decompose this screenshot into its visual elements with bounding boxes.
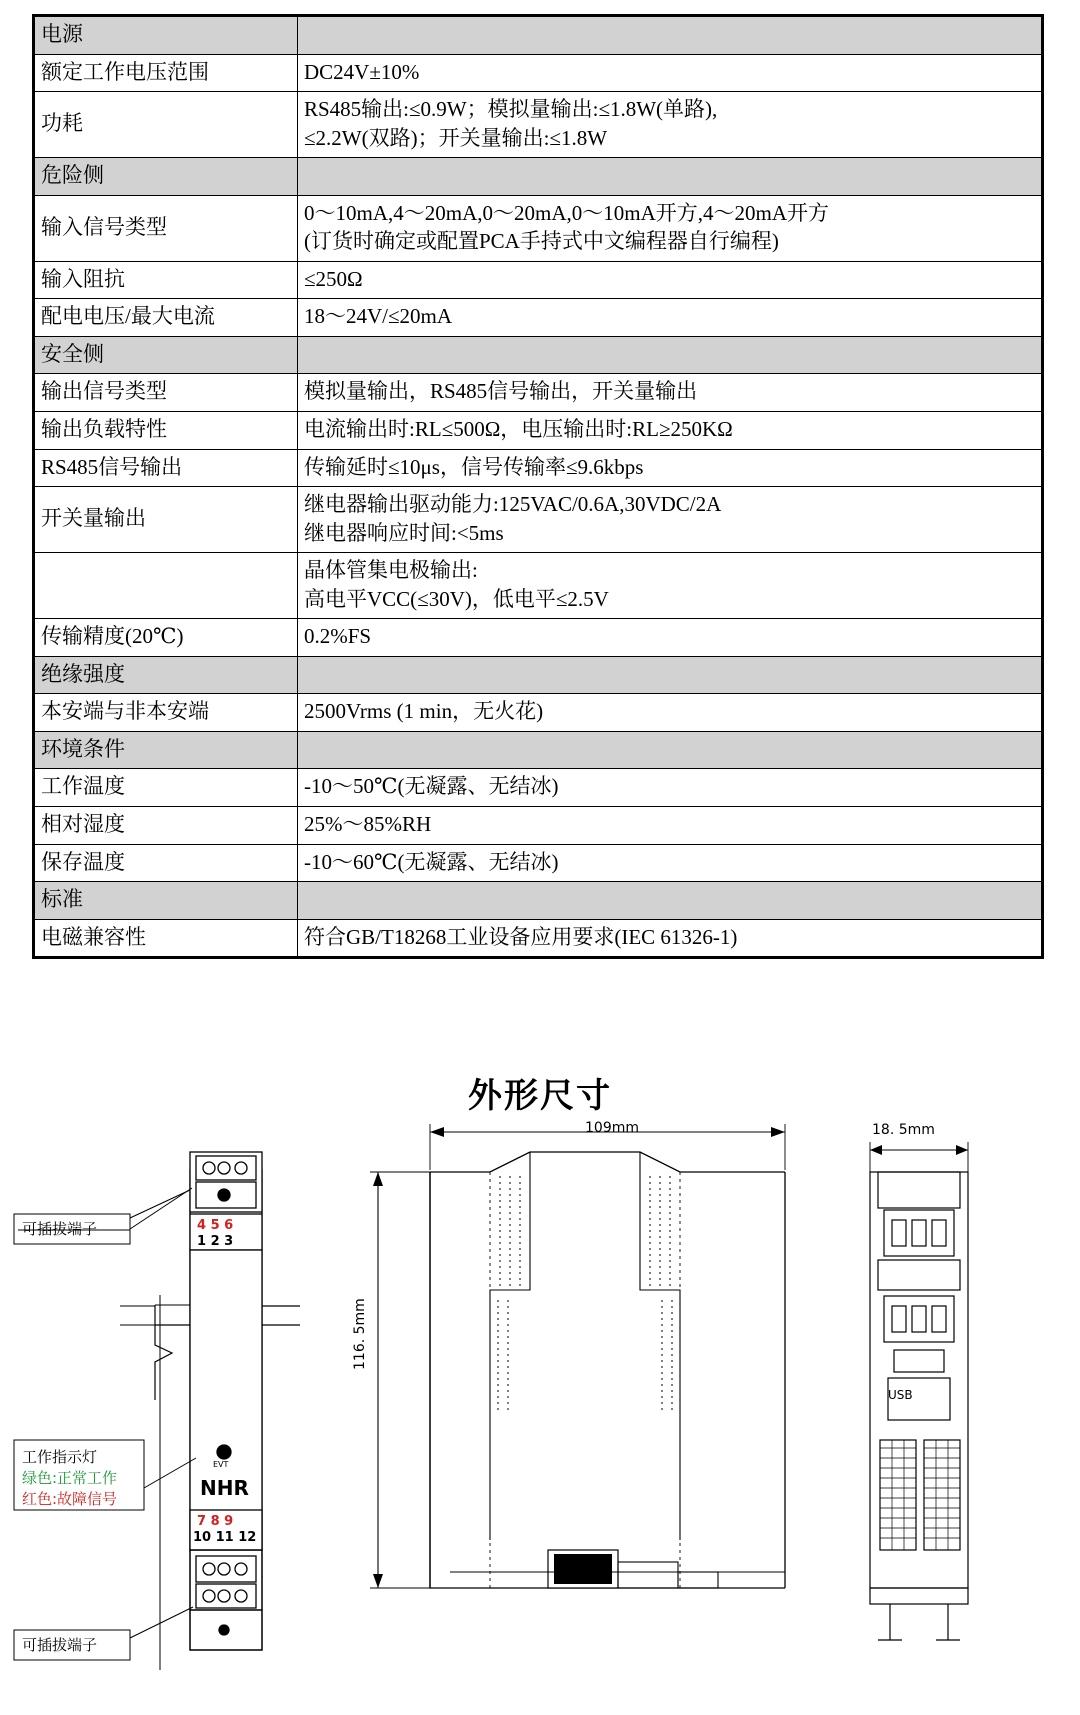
table-row: [35, 553, 1042, 619]
dimensions-title: 外形尺寸: [468, 1076, 612, 1116]
spec-value: [298, 731, 1042, 769]
spec-key: 危险侧: [35, 158, 298, 196]
led-green-label: 绿色:正常工作: [22, 1469, 118, 1487]
spec-value: [298, 656, 1042, 694]
table-section-row: [35, 656, 1042, 694]
terminal-numbers-bottom-red: 7 8 9: [197, 1514, 234, 1529]
spec-value: DC24V±10%: [298, 54, 1042, 92]
spec-key: 传输精度(20℃): [35, 619, 298, 657]
spec-value-line: ≤2.2W(双路)；开关量输出:≤1.8W: [304, 125, 608, 150]
specification-table-container: [32, 14, 1044, 959]
side-profile-view: [330, 1110, 830, 1710]
spec-key: 安全侧: [35, 336, 298, 374]
spec-key: 配电电压/最大电流: [35, 299, 298, 337]
spec-value: 18～24V/≤20mA: [298, 299, 1042, 337]
spec-key: 环境条件: [35, 731, 298, 769]
spec-value: [298, 487, 1042, 553]
depth-view: [850, 1110, 1030, 1710]
dimension-drawings: [0, 1110, 1080, 1710]
table-row: [35, 261, 1042, 299]
spec-value: [298, 553, 1042, 619]
spec-value-line: 高电平VCC(≤30V)，低电平≤2.5V: [304, 586, 609, 611]
table-section-row: [35, 336, 1042, 374]
spec-value: 电流输出时:RL≤500Ω，电压输出时:RL≥250KΩ: [298, 412, 1042, 450]
table-row: [35, 54, 1042, 92]
usb-label: USB: [888, 1388, 913, 1402]
spec-key: 输入阻抗: [35, 261, 298, 299]
spec-key: 输出信号类型: [35, 374, 298, 412]
spec-value: 2500Vrms (1 min，无火花): [298, 694, 1042, 732]
spec-value: 传输延时≤10μs，信号传输率≤9.6kbps: [298, 449, 1042, 487]
table-row: [35, 919, 1042, 957]
table-row: [35, 807, 1042, 845]
spec-key: 相对湿度: [35, 807, 298, 845]
spec-value-line: 0～10mA,4～20mA,0～20mA,0～10mA开方,4～20mA开方: [304, 200, 829, 225]
evt-label: EVT: [213, 1460, 229, 1469]
led-red-label: 红色:故障信号: [22, 1490, 118, 1508]
table-row: [35, 769, 1042, 807]
spec-key: 电源: [35, 17, 298, 55]
table-row: [35, 449, 1042, 487]
spec-value: [298, 158, 1042, 196]
spec-value: [298, 92, 1042, 158]
spec-value: 符合GB/T18268工业设备应用要求(IEC 61326-1): [298, 919, 1042, 957]
spec-value-line: RS485输出:≤0.9W；模拟量输出:≤1.8W(单路),: [304, 97, 718, 122]
spec-value-line: 晶体管集电极输出:: [304, 558, 478, 583]
spec-value: -10～60℃(无凝露、无结冰): [298, 844, 1042, 882]
width-dimension-label: 109mm: [585, 1120, 639, 1136]
table-row: [35, 694, 1042, 732]
table-section-row: [35, 731, 1042, 769]
spec-value: 模拟量输出，RS485信号输出，开关量输出: [298, 374, 1042, 412]
table-row: [35, 412, 1042, 450]
spec-value-line: 继电器输出驱动能力:125VAC/0.6A,30VDC/2A: [304, 492, 722, 517]
spec-value: [298, 882, 1042, 920]
spec-key: RS485信号输出: [35, 449, 298, 487]
table-row: [35, 299, 1042, 337]
table-row: [35, 92, 1042, 158]
terminal-numbers-top-red: 4 5 6: [197, 1218, 234, 1233]
led-label: 工作指示灯: [22, 1448, 98, 1466]
table-row: [35, 487, 1042, 553]
spec-value: 25%～85%RH: [298, 807, 1042, 845]
spec-key: 输入信号类型: [35, 195, 298, 261]
spec-key: [35, 553, 298, 619]
spec-value: [298, 17, 1042, 55]
spec-value: 0.2%FS: [298, 619, 1042, 657]
terminal-top-label: 可插拔端子: [22, 1220, 98, 1238]
terminal-numbers-top-black: 1 2 3: [197, 1234, 234, 1249]
spec-value: [298, 336, 1042, 374]
table-section-row: [35, 158, 1042, 196]
spec-key: 保存温度: [35, 844, 298, 882]
spec-key: 输出负载特性: [35, 412, 298, 450]
table-row: [35, 844, 1042, 882]
spec-key: 开关量输出: [35, 487, 298, 553]
terminal-bottom-label: 可插拔端子: [22, 1636, 98, 1654]
module-front-view: [0, 1110, 340, 1710]
spec-value: ≤250Ω: [298, 261, 1042, 299]
spec-value: [298, 195, 1042, 261]
spec-key: 功耗: [35, 92, 298, 158]
table-section-row: [35, 17, 1042, 55]
table-row: [35, 619, 1042, 657]
table-row: [35, 195, 1042, 261]
terminal-numbers-bottom-black: 10 11 12: [193, 1530, 257, 1545]
specification-table: [34, 16, 1042, 957]
spec-key: 标准: [35, 882, 298, 920]
depth-dimension-label: 18. 5mm: [872, 1122, 935, 1138]
spec-value-line: (订货时确定或配置PCA手持式中文编程器自行编程): [304, 229, 779, 254]
spec-key: 本安端与非本安端: [35, 694, 298, 732]
spec-key: 绝缘强度: [35, 656, 298, 694]
spec-value: -10～50℃(无凝露、无结冰): [298, 769, 1042, 807]
brand-label: NHR: [200, 1476, 249, 1500]
table-row: [35, 374, 1042, 412]
table-section-row: [35, 882, 1042, 920]
spec-key: 电磁兼容性: [35, 919, 298, 957]
height-dimension-label: 116. 5mm: [352, 1298, 368, 1370]
spec-key: 额定工作电压范围: [35, 54, 298, 92]
spec-key: 工作温度: [35, 769, 298, 807]
spec-value-line: 继电器响应时间:<5ms: [304, 520, 504, 545]
